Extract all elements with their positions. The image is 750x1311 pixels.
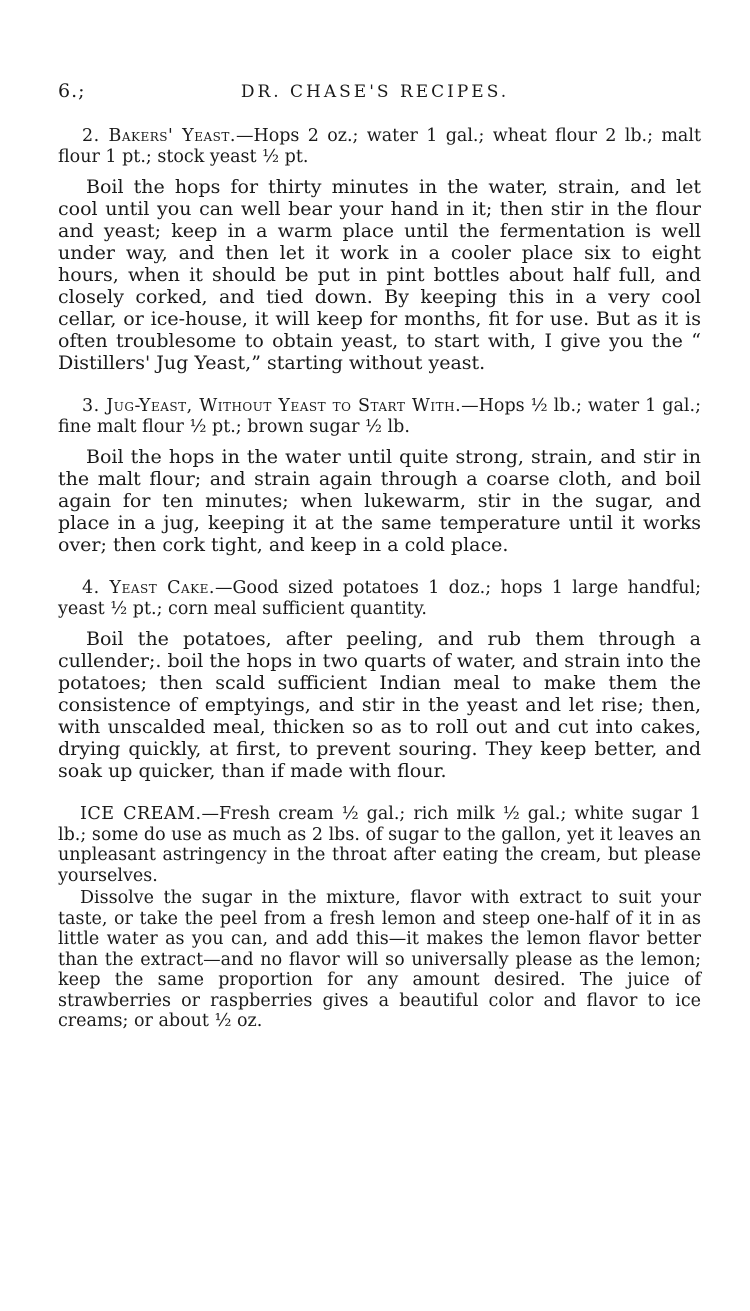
- page-body: [58, 126, 701, 1054]
- recipe-directions: Boil the hops in the water until quite strong, strain, and stir in the malt flour; and strain again through a coarse cloth, and boil again for ten minutes; when lukewarm, stir in the sugar, and place in a jug, keeping it at the same temperature until it works over; then cork tight, and keep in a cold place.: [58, 446, 701, 556]
- page-header: [0, 80, 750, 110]
- recipe-ingredients: —Good sized potatoes 1 doz.; hops 1 large handful; yeast ½ pt.; corn meal sufficient quantity.: [58, 578, 701, 619]
- recipe-heading: [58, 578, 701, 620]
- recipe-directions: Dissolve the sugar in the mixture, flavor with extract to suit your taste, or take the peel from a fresh lemon and steep one-half of it in as little water as you can, and add this—it makes the lemon flavor better than the extract—and no flavor will so universally please as the lemon; keep the same proportion for any amount desired. The juice of strawberries or raspberries gives a beautiful color and flavor to ice creams; or about ½ oz.: [58, 888, 701, 1031]
- recipe-ingredients: —Hops ½ lb.; water 1 gal.; fine malt flour ½ pt.; brown sugar ½ lb.: [58, 396, 701, 437]
- recipe-ingredients: —Hops 2 oz.; water 1 gal.; wheat flour 2 lb.; malt flour 1 pt.; stock yeast ½ pt.: [58, 126, 701, 167]
- recipe-ice-cream: [58, 804, 701, 1032]
- recipe-directions: Boil the hops for thirty minutes in the water, strain, and let cool until you can well bear your hand in it; then stir in the flour and yeast; keep in a warm place until the fermentation is well under way, and then let it work in a cooler place six to eight hours, when it should be put in pint bottles about half full, and closely corked, and tied down. By keeping this in a very cool cellar, or ice-house, it will keep for months, fit for use. But as it is often troublesome to obtain yeast, to start with, I give you the “ Distillers' Jug Yeast,” starting without yeast.: [58, 176, 701, 374]
- recipe-ingredients: —Fresh cream ½ gal.; rich milk ½ gal.; white sugar 1 lb.; some do use as much as 2 lbs. of sugar to the gallon, yet it leaves an unpleasant astringency in the throat after eating the cream, but please yourselves.: [58, 804, 701, 886]
- page-number: 6.;: [58, 80, 86, 102]
- recipe-heading: [58, 396, 701, 438]
- recipe-title: 4. Yeast Cake.: [82, 578, 215, 598]
- running-head: DR. CHASE'S RECIPES.: [240, 82, 510, 102]
- recipe-heading: [58, 126, 701, 168]
- recipe-directions: Boil the potatoes, after peeling, and rub them through a cullender;. boil the hops in two quarts of water, and strain into the potatoes; then scald sufficient Indian meal to make them the consistence of emptyings, and stir in the yeast and let rise; then, with unscalded meal, thicken so as to roll out and cut into cakes, drying quickly, at first, to prevent souring. They keep better, and soak up quicker, than if made with flour.: [58, 628, 701, 782]
- recipe-yeast-cake: [58, 578, 701, 782]
- recipe-title: 2. Bakers' Yeast.: [82, 126, 236, 146]
- recipe-title: 3. Jug-Yeast, Without Yeast to Start With.: [82, 396, 462, 416]
- recipe-heading: [58, 804, 701, 886]
- recipe-bakers-yeast: [58, 126, 701, 374]
- recipe-jug-yeast: [58, 396, 701, 556]
- recipe-title: ICE CREAM.: [80, 804, 202, 824]
